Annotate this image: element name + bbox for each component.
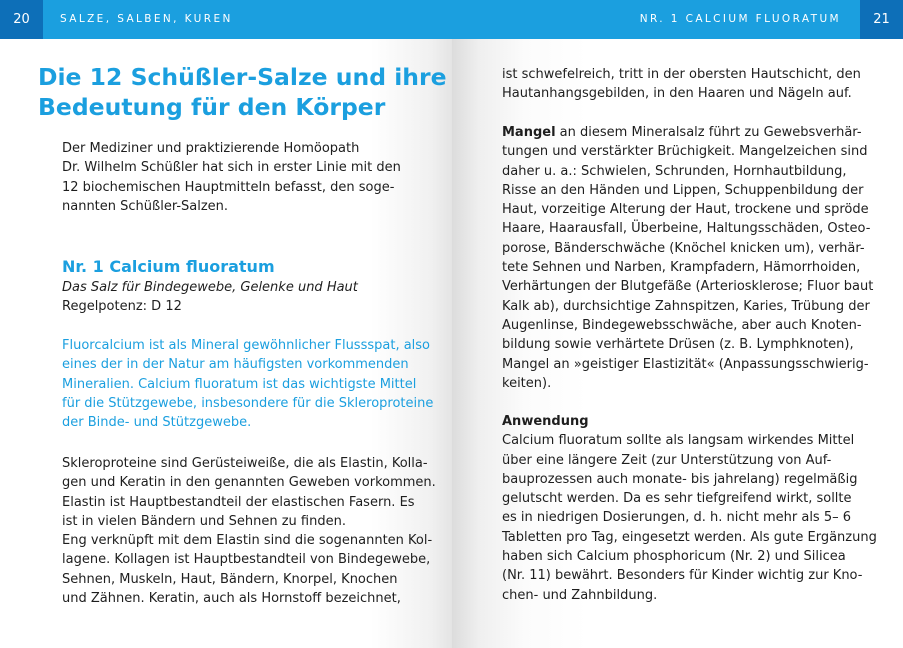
text-line: nannten Schüßler-Salzen. — [62, 198, 229, 214]
text-line — [502, 123, 873, 142]
right-page-number: 21 — [860, 0, 903, 39]
text-line: tete Sehnen und Narben, Krampfadern, Hämorrhoiden, — [502, 260, 861, 276]
text-line: Augenlinse, Bindegewebsschwäche, aber auch Knoten- — [502, 317, 862, 333]
text-line: bauprozessen auch monate- bis jahrelang) regelmäßig — [502, 471, 858, 487]
text-line: Elastin ist Hauptbestandteil der elastischen Fasern. Es — [62, 494, 415, 510]
text-line: bildung sowie verhärtete Drüsen (z. B. Lymphknoten), — [502, 337, 854, 353]
text-line: ist in vielen Bändern und Sehnen zu finden. — [62, 513, 346, 529]
page-title — [38, 62, 447, 122]
title-line: Bedeutung für den Körper — [38, 93, 386, 121]
text-line: Verhärtungen der Blutgefäße (Arteriosklerose; Fluor baut — [502, 279, 874, 295]
text-line: über eine längere Zeit (zur Unterstützung von Auf- — [502, 452, 832, 468]
text-line: chen- und Zahnbildung. — [502, 587, 658, 603]
text-line: Der Mediziner und praktizierende Homöopath — [62, 141, 360, 156]
mangel-label: Mangel — [502, 125, 556, 140]
text-line: haben sich Calcium phosphoricum (Nr. 2) und Silicea — [502, 549, 846, 565]
text-line: der Binde- und Stützgewebe. — [62, 415, 252, 431]
right-running-head: NR. 1 CALCIUM FLUORATUM — [639, 13, 841, 25]
text-line: Risse an den Händen und Lippen, Schuppenbildung der — [502, 182, 864, 198]
anwendung-paragraph — [502, 412, 877, 605]
text-line: gelutscht werden. Da es sehr tiefgreifend wirkt, sollte — [502, 491, 852, 507]
text-line: Fluorcalcium ist als Mineral gewöhnlicher Flussspat, also — [62, 338, 431, 353]
text-line: gen und Keratin in den genannten Geweben vorkommen. — [62, 475, 436, 491]
text-line: ist schwefelreich, tritt in der obersten Hautschicht, den — [502, 67, 861, 82]
text-line: es in niedrigen Dosierungen, d. h. nicht mehr als 5– 6 — [502, 510, 852, 526]
text-line: lagene. Kollagen ist Hauptbestandteil von Bindegewebe, — [62, 552, 431, 568]
right-header-bar — [452, 0, 903, 39]
text-line: Calcium fluoratum sollte als langsam wirkendes Mittel — [502, 433, 855, 449]
salt-potency: Regelpotenz: D 12 — [62, 299, 182, 314]
left-running-head: SALZE, SALBEN, KUREN — [60, 13, 233, 25]
text-line: Mineralien. Calcium fluoratum ist das wichtigste Mittel — [62, 376, 417, 392]
text-line: eines der in der Natur am häufigsten vorkommenden — [62, 357, 409, 373]
text-line: Eng verknüpft mit dem Elastin sind die sogenannten Kol- — [62, 533, 433, 549]
text-line: 12 biochemischen Hauptmitteln befasst, den soge- — [62, 179, 395, 195]
salt-heading: Nr. 1 Calcium fluoratum — [62, 257, 275, 276]
text-line: Tabletten pro Tag, eingesetzt werden. Als gute Ergänzung — [502, 529, 877, 545]
anwendung-heading: Anwendung — [502, 414, 589, 429]
text-line: und Zähnen. Keratin, auch als Hornstoff bezeichnet, — [62, 591, 401, 607]
text-line: Dr. Wilhelm Schüßler hat sich in erster Linie mit den — [62, 160, 401, 176]
salt-subtitle: Das Salz für Bindegewebe, Gelenke und Haut — [62, 280, 358, 295]
text-line: für die Stützgewebe, insbesondere für die Skleroproteine — [62, 395, 434, 411]
text-line: porose, Bänderschwäche (Knöchel knicken um), verhär- — [502, 240, 865, 256]
skleroproteine-paragraph — [62, 454, 436, 608]
title-line: Die 12 Schüßler-Salze und ihre — [38, 63, 447, 91]
text-line: keiten). — [502, 375, 552, 391]
text-line: Haare, Haarausfall, Überbeine, Haltungsschäden, Osteo- — [502, 221, 871, 237]
text-line: Haut, vorzeitige Alterung der Haut, trockene und spröde — [502, 202, 869, 218]
text-line: Sehnen, Muskeln, Haut, Bändern, Knorpel, Knochen — [62, 571, 398, 587]
text-line: daher u. a.: Schwielen, Schrunden, Hornhautbildung, — [502, 163, 847, 179]
text-line: Mangel an »geistiger Elastizität« (Anpassungsschwierig- — [502, 356, 869, 372]
left-header-bar — [0, 0, 452, 39]
text-line: Hautanhangsgebilden, in den Haaren und Nägeln auf. — [502, 86, 852, 102]
text-line: Kalk ab), durchsichtige Zahnspitzen, Karies, Trübung der — [502, 298, 870, 314]
intro-paragraph — [62, 139, 401, 216]
text-line: (Nr. 11) bewährt. Besonders für Kinder wichtig zur Kno- — [502, 568, 863, 584]
left-page-number: 20 — [0, 0, 43, 39]
text-line: tungen und verstärkter Brüchigkeit. Mangelzeichen sind — [502, 144, 868, 160]
mangel-first-line: an diesem Mineralsalz führt zu Gewebsverhär- — [555, 125, 862, 140]
mangel-paragraph — [502, 123, 873, 393]
highlight-paragraph — [62, 336, 433, 432]
text-line: Skleroproteine sind Gerüsteiweiße, die als Elastin, Kolla- — [62, 456, 428, 471]
continuation-paragraph — [502, 65, 861, 104]
